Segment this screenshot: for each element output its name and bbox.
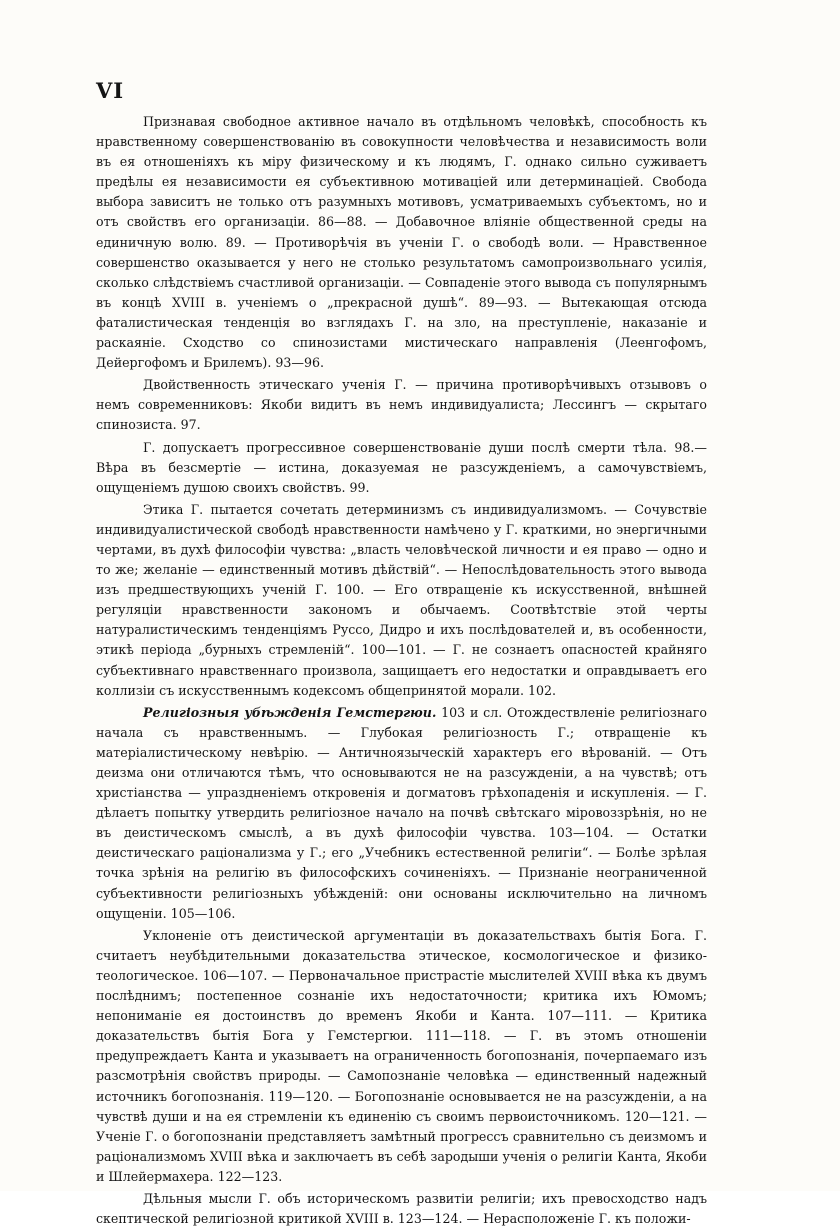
paragraph-text: Уклоненіе отъ деистической аргументаціи въ доказательствахъ бытія Бога. Г. считаетъ неубѣдительными доказательства этическое, космологическое и физико-теологическое. 106—107. — Первоначальное пристрастіе мыслителей XVIII вѣка къ двумъ послѣднимъ; постепенное сознаніе ихъ недостаточности; критика ихъ Юмомъ; непониманіе ея достоинствъ до временъ Якоби и Канта. 107—111. — Критика доказательствъ бытія Бога у Гемстергюи. 111—118. — Г. въ этомъ отношеніи предупреждаетъ Канта и указываетъ на ограниченность богопознанія, почерпаемаго изъ разсмотрѣнія свойствъ природы. — Самопознаніе человѣка — единственный надежный источникъ богопознанія. 119—120. — Богопознаніе основывается не на разсужденіи, а на чувствѣ души и на ея стремленіи къ единенію съ своимъ первоисточникомъ. 120—121. — Ученіе Г. о богопознаніи представляетъ замѣтный прогрессъ сравнительно съ деизмомъ и раціонализмомъ XVIII вѣка и заключаетъ въ себѣ зародыши ученія о религіи Канта, Якоби и Шлейермахера. 122—123. (96, 927, 707, 1184)
paragraph (96, 926, 707, 1187)
paragraph (96, 438, 707, 498)
paragraph-text: Двойственность этическаго ученія Г. — причина противорѣчивыхъ отзывовъ о немъ современниковъ: Якоби видитъ въ немъ индивидуалиста; Лессингъ — скрытаго спинозиста. 97. (96, 377, 707, 433)
paragraph-text: 103 и сл. Отождествленіе религіознаго начала съ нравственнымъ. — Глубокая религіозность Г.; отвращеніе къ матеріалистическому невѣрію. — Античноязыческій характеръ его вѣрованій. — Отъ деизма они отличаются тѣмъ, что основываются не на разсужденіи, а на чувствѣ; отъ христіанства — упраздненіемъ откровенія и догматовъ грѣхопаденія и искупленія. — Г. дѣлаетъ попытку утвердить религіозное начало на почвѣ свѣтскаго міровоззрѣнія, но не въ деистическомъ смыслѣ, а въ духѣ философіи чувства. 103—104. — Остатки деистическаго раціонализма у Г.; его „Учебникъ естественной религіи“. — Болѣе зрѣлая точка зрѣнія на религію въ философскихъ сочиненіяхъ. — Признаніе неограниченной субъективности религіозныхъ убѣжденій: они основаны исключительно на личномъ ощущеніи. 105—106. (96, 704, 707, 921)
paragraph-text: Г. допускаетъ прогрессивное совершенствованіе души послѣ смерти тѣла. 98.— Вѣра въ безсмертіе — истина, доказуемая не разсужденіемъ, а самочувствіемъ, ощущеніемъ душою своихъ свойствъ. 99. (96, 439, 707, 495)
paragraph-text: Этика Г. пытается сочетать детерминизмъ съ индивидуализмомъ. — Сочувствіе индивидуалистической свободѣ нравственности намѣчено у Г. краткими, но энергичными чертами, въ духѣ философіи чувства: „власть человѣческой личности и ея право — одно и то же; желаніе — единственный мотивъ дѣйствій“. — Непослѣдовательность этого вывода изъ предшествующихъ ученій Г. 100. — Его отвращеніе къ искусственной, внѣшней регуляціи нравственности закономъ и обычаемъ. Соотвѣтствіе этой черты натуралистическимъ тенденціямъ Руссо, Дидро и ихъ послѣдователей и, въ особенности, этикѣ періода „бурныхъ стремленій“. 100—101. — Г. не сознаетъ опасностей крайняго субъективнаго нравственнаго произвола, защищаетъ его недостатки и оправдываетъ его коллизіи съ искусственнымъ кодексомъ общепринятой морали. 102. (96, 501, 707, 698)
paragraph (96, 500, 707, 701)
paragraph-text: Признавая свободное активное начало въ отдѣльномъ человѣкѣ, способность къ нравственному совершенствованію въ совокупности человѣчества и независимость воли въ ея отношеніяхъ къ міру физическому и къ людямъ, Г. однако сильно суживаетъ предѣлы ея независимости ея субъективною мотиваціей или детерминаціей. Свобода выбора зависитъ не только отъ разумныхъ мотивовъ, усматриваемыхъ субъектомъ, но и отъ свойствъ его организаціи. 86—88. — Добавочное вліяніе общественной среды на единичную волю. 89. — Противорѣчія въ ученіи Г. о свободѣ воли. — Нравственное совершенство оказывается у него не столько результатомъ самопроизвольнаго усилія, сколько слѣдствіемъ счастливой организаціи. — Совпаденіе этого вывода съ популярнымъ въ концѣ XVIII в. ученіемъ о „прекрасной душѣ“. 89—93. — Вытекающая отсюда фаталистическая тенденція во взглядахъ Г. на зло, на преступленіе, наказаніе и раскаяніе. Сходство со спинозистами мистическаго направленія (Леенгофомъ, Дейергофомъ и Брилемъ). 93—96. (96, 114, 707, 371)
paragraph (96, 112, 707, 373)
paragraph-text: Дѣльныя мысли Г. объ историческомъ развитіи религіи; ихъ превосходство надъ скептической религіозной критикой XVIII в. 123—124. — Нерасположеніе Г. къ положи- (96, 1190, 707, 1227)
body-text (96, 112, 707, 1231)
section-heading: Религіозныя убѣжденія Гемстергюи. (143, 704, 437, 720)
page-number: VI (96, 78, 125, 103)
paragraph (96, 703, 707, 924)
paragraph (96, 375, 707, 435)
paragraph (96, 1189, 707, 1229)
